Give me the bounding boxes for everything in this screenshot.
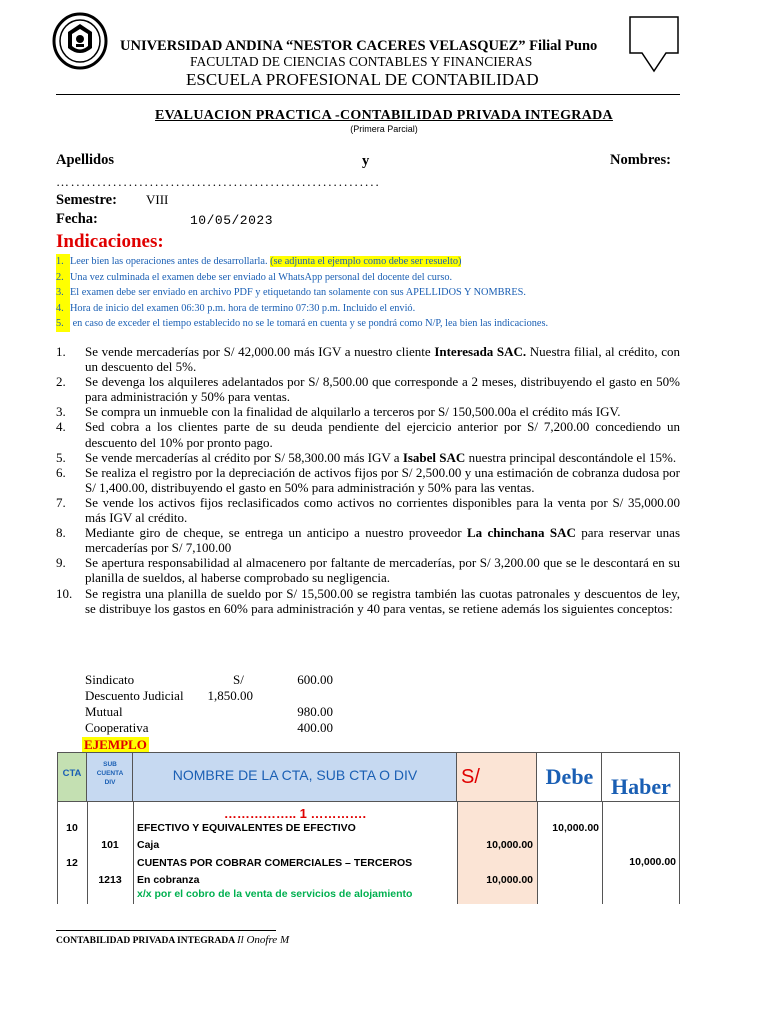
fecha-label: Fecha: bbox=[56, 211, 98, 227]
indicacion-text: Leer bien las operaciones antes de desarrollarla. bbox=[70, 256, 271, 267]
header-cta: CTA bbox=[62, 768, 82, 779]
question-text: para reservar unas mercaderías por S/ 7,100.00 bbox=[85, 525, 680, 556]
footer bbox=[56, 934, 289, 946]
concept-label: Cooperativa bbox=[85, 720, 149, 735]
question-item bbox=[56, 374, 680, 404]
question-number: 7. bbox=[56, 494, 66, 510]
indicacion-number: 4. bbox=[56, 301, 70, 317]
header-divider bbox=[56, 94, 680, 95]
question-item bbox=[56, 404, 680, 419]
row-name: CUENTAS POR COBRAR COMERCIALES – TERCEROS bbox=[137, 857, 413, 869]
col-divider bbox=[87, 802, 88, 904]
faculty-name: FACULTAD DE CIENCIAS CONTABLES Y FINANCIERAS bbox=[190, 54, 533, 69]
indicacion-text: Una vez culminada el examen debe ser enviado al WhatsApp personal del docente del curso. bbox=[70, 271, 453, 283]
question-text: Se registra una planilla de sueldo por S/ 15,500.00 se registra también las cuotas patronales y descuentos de ley, se distribuye los gastos en 60% para administración y 40 para ventas, se retiene además los siguientes conceptos: bbox=[85, 585, 680, 616]
name-fill-line: …........................................................... bbox=[56, 174, 381, 189]
indicacion-item bbox=[56, 301, 696, 317]
indicaciones-list bbox=[56, 254, 696, 332]
row-name: En cobranza bbox=[137, 874, 200, 886]
indicacion-text: Hora de inicio del examen 06:30 p.m. hora de termino 07:30 p.m. Incluido el envió. bbox=[70, 302, 416, 314]
col-divider bbox=[537, 802, 538, 904]
indicacion-text: El examen debe ser enviado en archivo PDF y etiquetando tan solamente con sus APELLIDOS Y NOMBRES. bbox=[70, 287, 526, 298]
y-label: y bbox=[362, 153, 370, 169]
indicacion-number: 3. bbox=[56, 285, 70, 301]
question-item bbox=[56, 525, 680, 555]
question-text: Se vende los activos fijos reclasificados como activos no corrientes disponibles para la venta por S/ 35,000.00 más IGV al crédito. bbox=[85, 494, 680, 526]
indicacion-item bbox=[56, 270, 696, 286]
concept-amount: 600.00 bbox=[297, 672, 333, 687]
question-item bbox=[56, 419, 680, 449]
concept-amount: 400.00 bbox=[297, 720, 333, 735]
footer-divider bbox=[56, 930, 276, 931]
indicacion-highlight: (se adjunta el ejemplo como debe ser resuelto) bbox=[270, 256, 462, 267]
concept-currency: S/ bbox=[233, 672, 244, 687]
concept-amount: 1,850.00 bbox=[207, 688, 253, 703]
question-number: 3. bbox=[56, 404, 66, 420]
row-cta: 12 bbox=[66, 857, 78, 869]
example-journal-table bbox=[57, 752, 680, 904]
question-number: 9. bbox=[56, 555, 66, 571]
question-item bbox=[56, 465, 680, 495]
exam-title: EVALUACION PRACTICA -CONTABILIDAD PRIVADA INTEGRADA bbox=[155, 108, 613, 123]
concept-amount: 980.00 bbox=[297, 704, 333, 719]
header-nombre: NOMBRE DE LA CTA, SUB CTA O DIV bbox=[172, 767, 418, 783]
indicaciones-title: Indicaciones: bbox=[56, 231, 164, 252]
fecha-value: 10/05/2023 bbox=[190, 213, 274, 228]
university-name: UNIVERSIDAD ANDINA “NESTOR CACERES VELASQUEZ” Filial Puno bbox=[120, 38, 598, 54]
question-text: Nuestra filial, al crédito, con un descuento del 5%. bbox=[85, 344, 680, 375]
question-number: 4. bbox=[56, 419, 66, 435]
row-name: Caja bbox=[137, 839, 160, 851]
entry-title: …………….. 1 …………. bbox=[223, 806, 367, 821]
row-cta: 10 bbox=[66, 822, 78, 834]
indicacion-item bbox=[56, 254, 696, 270]
indicacion-number: 1. bbox=[56, 254, 70, 270]
question-text: Mediante giro de cheque, se entrega un anticipo a nuestro proveedor bbox=[85, 525, 467, 541]
question-text: Se compra un inmueble con la finalidad de alquilarlo a terceros por S/ 150,500.00a el crédito más IGV. bbox=[85, 404, 621, 420]
row-debe: 10,000.00 bbox=[552, 822, 599, 834]
question-item bbox=[56, 586, 680, 616]
row-sub: 101 bbox=[101, 839, 119, 851]
question-item bbox=[56, 344, 680, 374]
row-soles: 10,000.00 bbox=[486, 839, 533, 851]
school-name: ESCUELA PROFESIONAL DE CONTABILIDAD bbox=[186, 70, 539, 89]
header-haber: Haber bbox=[611, 774, 671, 799]
nombres-label: Nombres: bbox=[610, 152, 671, 168]
question-item bbox=[56, 555, 680, 585]
indicacion-item bbox=[56, 285, 696, 301]
entry-gloss: x/x por el cobro de la venta de servicios de alojamiento bbox=[137, 888, 413, 900]
exam-subtitle: (Primera Parcial) bbox=[350, 124, 418, 134]
header-debe: Debe bbox=[545, 764, 594, 789]
question-company: La chinchana SAC bbox=[466, 525, 576, 541]
question-item bbox=[56, 450, 680, 465]
soles-column bbox=[457, 802, 537, 904]
indicacion-number: 2. bbox=[56, 270, 70, 286]
concept-label: Mutual bbox=[85, 704, 123, 719]
question-company: Interesada SAC. bbox=[434, 344, 527, 359]
header-soles: S/ bbox=[461, 766, 480, 788]
question-number: 8. bbox=[56, 525, 66, 541]
header-sub: SUB CUENTA DIV bbox=[96, 761, 124, 786]
questions-list bbox=[56, 344, 680, 616]
indicacion-item bbox=[56, 316, 696, 332]
question-text: Se vende mercaderías al crédito por S/ 58,300.00 más IGV a bbox=[85, 449, 403, 465]
concepts-table bbox=[85, 672, 405, 736]
question-number: 5. bbox=[56, 449, 66, 465]
question-item bbox=[56, 495, 680, 525]
indicacion-text: en caso de exceder el tiempo establecido no se le tomará en cuenta y se pondrá como N/P, lea bien las indicaciones. bbox=[70, 318, 549, 329]
question-text: nuestra principal descontándole el 15%. bbox=[465, 449, 677, 465]
question-text: Se realiza el registro por la depreciación de activos fijos por S/ 2,500.00 y una estimación de cobranza dudosa por S/ 1,400.00, distribuyendo el gasto en 50% para administración y 50% para las ventas. bbox=[85, 464, 680, 495]
question-text: Se vende mercaderías por S/ 42,000.00 más IGV a nuestro cliente bbox=[85, 344, 435, 359]
row-haber: 10,000.00 bbox=[629, 856, 676, 868]
question-text: Se devenga los alquileres adelantados por S/ 8,500.00 que corresponde a 2 meses, distribuyendo el gasto en 50% para administración y 50% para ventas. bbox=[85, 374, 680, 405]
row-name: EFECTIVO Y EQUIVALENTES DE EFECTIVO bbox=[137, 822, 356, 834]
indicacion-number: 5. bbox=[56, 316, 70, 332]
question-number: 6. bbox=[56, 464, 66, 480]
question-company: Isabel SAC bbox=[402, 449, 466, 465]
university-seal-logo bbox=[52, 12, 108, 70]
concept-label: Sindicato bbox=[85, 672, 135, 687]
example-label: EJEMPLO bbox=[84, 737, 147, 752]
question-text: Se apertura responsabilidad al almacenero por faltante de mercaderías, por S/ 3,200.00 que se le descontará en su planilla de sueldos, al haberse comprobado su negligencia. bbox=[85, 555, 680, 586]
concept-label: Descuento Judicial bbox=[85, 688, 184, 703]
question-number: 10. bbox=[56, 585, 73, 601]
row-soles: 10,000.00 bbox=[486, 874, 533, 886]
question-number: 1. bbox=[56, 344, 66, 359]
arrow-down-icon bbox=[628, 15, 680, 75]
semestre-value: VIII bbox=[146, 192, 169, 207]
question-text: Sed cobra a los clientes parte de su deuda pendiente del ejercicio anterior por S/ 7,200.00 concediendo un descuento del 10% por pronto pago. bbox=[85, 419, 680, 450]
footer-author: Il Onofre M bbox=[236, 934, 290, 946]
col-divider bbox=[602, 802, 603, 904]
row-sub: 1213 bbox=[98, 874, 122, 886]
footer-course: CONTABILIDAD PRIVADA INTEGRADA bbox=[56, 936, 235, 946]
question-number: 2. bbox=[56, 374, 66, 390]
semestre-label: Semestre: bbox=[56, 192, 117, 208]
apellidos-label: Apellidos bbox=[56, 152, 115, 168]
